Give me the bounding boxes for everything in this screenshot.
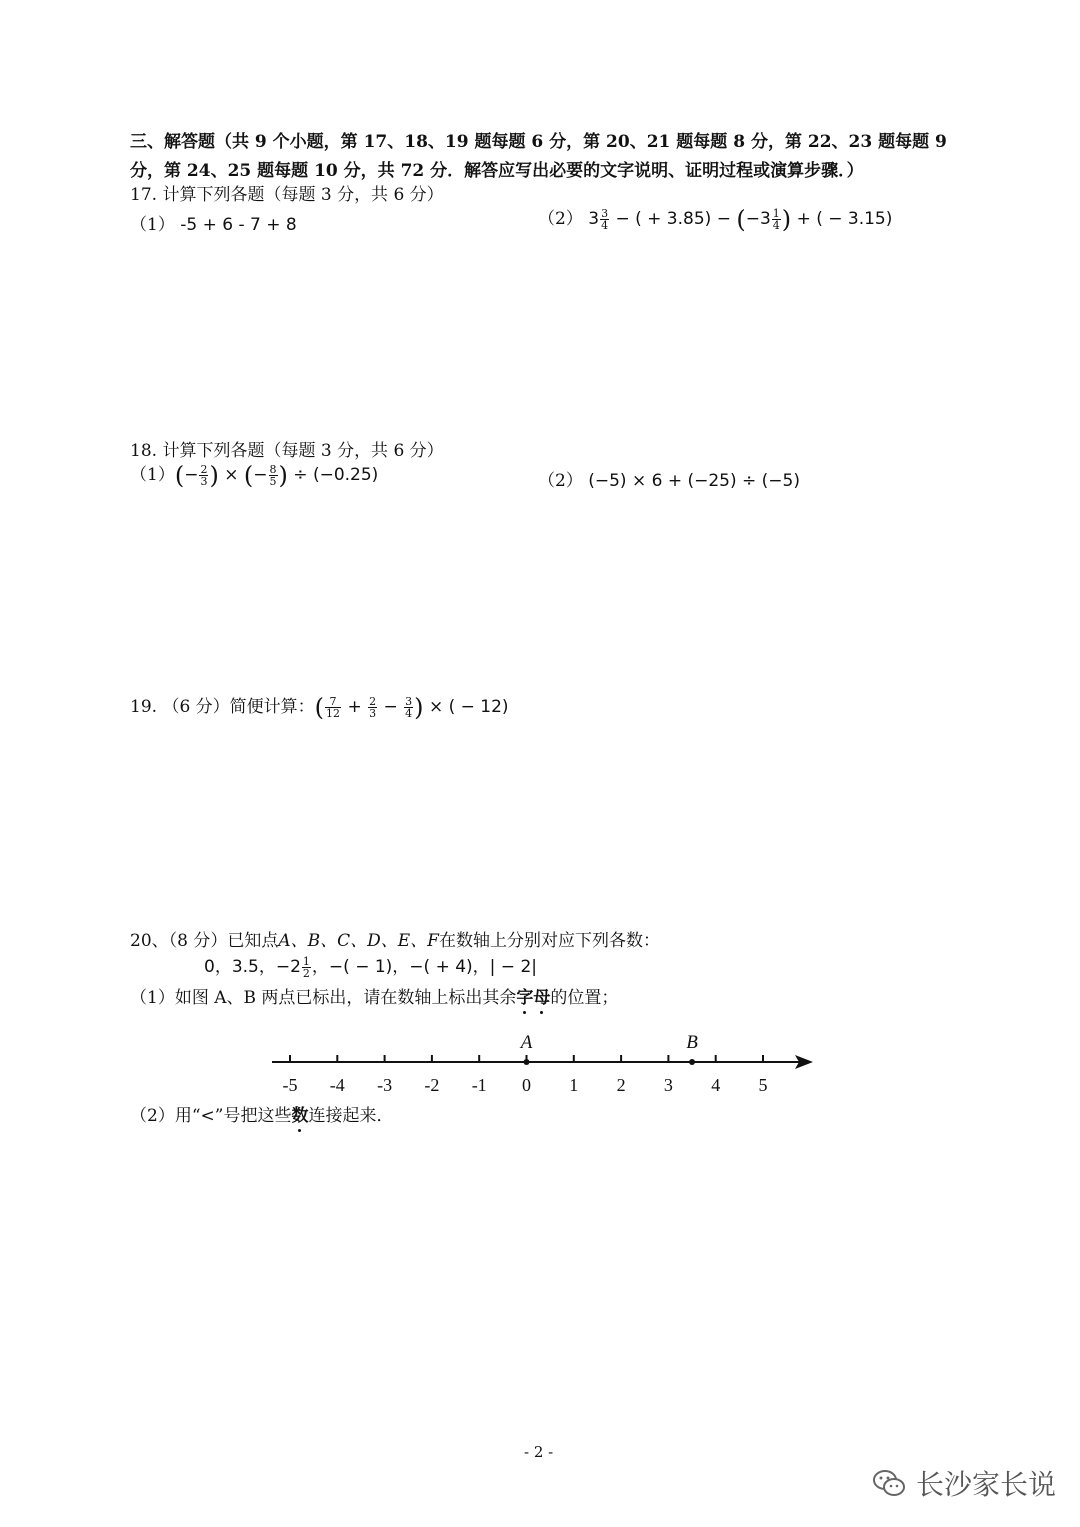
tick-label: -3 xyxy=(377,1075,393,1095)
point-label-b: B xyxy=(686,1032,698,1053)
q17-part2-frac-a: $\frac{3}{4}$ xyxy=(601,207,609,232)
watermark xyxy=(872,1463,1056,1503)
paren-close: ) xyxy=(781,205,792,234)
q18-times: × xyxy=(224,465,239,485)
q18-part2-expr: (−5) × 6 + (−25) ÷ (−5) xyxy=(588,471,800,491)
q20-part2-emph: 数 xyxy=(291,1101,308,1126)
tick-label: 2 xyxy=(616,1075,626,1095)
tick-label: 0 xyxy=(522,1075,531,1095)
tick-label: 3 xyxy=(663,1075,673,1095)
q20-title xyxy=(130,926,660,951)
q19-frac1: $\frac{7}{12}$ xyxy=(326,695,341,720)
q17-part2-b: − ( + 3.85) − xyxy=(615,209,731,229)
q20-part1-emph1: 字 xyxy=(516,983,533,1008)
q18-title: 18. 计算下列各题（每题 3 分，共 6 分） xyxy=(130,441,444,461)
wechat-icon xyxy=(872,1468,906,1498)
q17-part2-d: + ( − 3.15) xyxy=(796,209,893,229)
q20-title-points: A、B、C、D、E、F xyxy=(278,931,439,951)
point-a[interactable] xyxy=(524,1059,530,1065)
q20-part1-post: 的位置； xyxy=(550,988,619,1008)
q18-part2 xyxy=(538,466,800,491)
q18-f1-sign: − xyxy=(184,465,199,485)
q19-frac3: $\frac{3}{4}$ xyxy=(405,695,413,720)
q18-frac2: $\frac{8}{5}$ xyxy=(269,463,277,488)
q17-part2-c: −3 xyxy=(745,209,771,229)
q18-part1-rest: ÷ (−0.25) xyxy=(293,465,379,485)
q20-title-pre: 20、（8 分）已知点 xyxy=(130,931,279,951)
q17-part1 xyxy=(130,210,297,235)
tick-label: -1 xyxy=(471,1075,487,1095)
q20-title-post: 在数轴上分别对应下列各数： xyxy=(438,931,660,951)
tick-label: -2 xyxy=(424,1075,440,1095)
q17-part2-a: 3 xyxy=(588,209,600,229)
q17-part1-expr: -5 + 6 - 7 + 8 xyxy=(180,215,297,235)
q17-part2 xyxy=(538,204,892,234)
tick-label: -5 xyxy=(282,1075,298,1095)
q20-numbers xyxy=(204,952,537,979)
q18-part2-label: （2） xyxy=(538,471,583,491)
q20-part1 xyxy=(130,983,618,1008)
point-b[interactable] xyxy=(689,1059,695,1065)
watermark-text: 长沙家长说 xyxy=(916,1468,1057,1501)
tick-label: 1 xyxy=(569,1075,579,1095)
q19-frac2: $\frac{2}{3}$ xyxy=(369,695,377,720)
q20-part2-pre: （2）用“<”号把这些 xyxy=(130,1106,292,1126)
q20-part2 xyxy=(130,1101,393,1126)
q19-line: 19. （6 分）简便计算：( $\frac{7}{12}$ + $\frac{2}{3}$ − $\frac{3}{4}$ ) × ( − 12) xyxy=(130,693,509,722)
tick-label: 5 xyxy=(758,1075,768,1095)
tick-label: -4 xyxy=(329,1075,345,1095)
q19-minus: − xyxy=(383,697,398,717)
section-heading-line1: 三、解答题（共 9 个小题，第 17、18、19 题每题 6 分，第 20、21 题每题 8 分，第 22、23 题每题 9 xyxy=(130,132,947,152)
page-number: - 2 - xyxy=(524,1443,554,1461)
paren-open: ( xyxy=(736,205,746,234)
q20-part2-post: 连接起来． xyxy=(308,1106,394,1126)
q19-title: 19. （6 分）简便计算： xyxy=(130,697,315,717)
q19-plus: + xyxy=(347,697,362,717)
q20-part1-pre: （1）如图 A、B 两点已标出，请在数轴上标出其余 xyxy=(130,988,517,1008)
q17-part1-label: （1） xyxy=(130,215,175,235)
q18-part1-label: （1） xyxy=(130,465,175,485)
section-heading-line2: 分，第 24、25 题每题 10 分，共 72 分．解答应写出必要的文字说明、证明过程或演算步骤．） xyxy=(130,161,864,181)
q18-part1: （1）(− $\frac{2}{3}$ ) × (− $\frac{8}{5}$ ) ÷ (−0.25) xyxy=(130,461,379,490)
q17-part2-label: （2） xyxy=(538,209,583,229)
tick-label: 4 xyxy=(711,1075,721,1095)
q20-numbers-a: 0，3.5，−2 xyxy=(204,957,301,977)
q17-title: 17. 计算下列各题（每题 3 分，共 6 分） xyxy=(130,185,444,205)
q20-numbers-b: ，−( − 1)，−( + 4)，| − 2| xyxy=(311,957,537,977)
q19-rest: × ( − 12) xyxy=(428,697,509,717)
q18-frac1: $\frac{2}{3}$ xyxy=(200,463,208,488)
q18-f2-sign: − xyxy=(253,465,268,485)
q17-part2-frac-c: $\frac{1}{4}$ xyxy=(772,207,780,232)
number-line xyxy=(260,1025,830,1105)
point-label-a: A xyxy=(520,1032,533,1053)
q20-part1-emph2: 母 xyxy=(533,983,550,1008)
q20-numbers-frac: $\frac{1}{2}$ xyxy=(302,955,310,980)
